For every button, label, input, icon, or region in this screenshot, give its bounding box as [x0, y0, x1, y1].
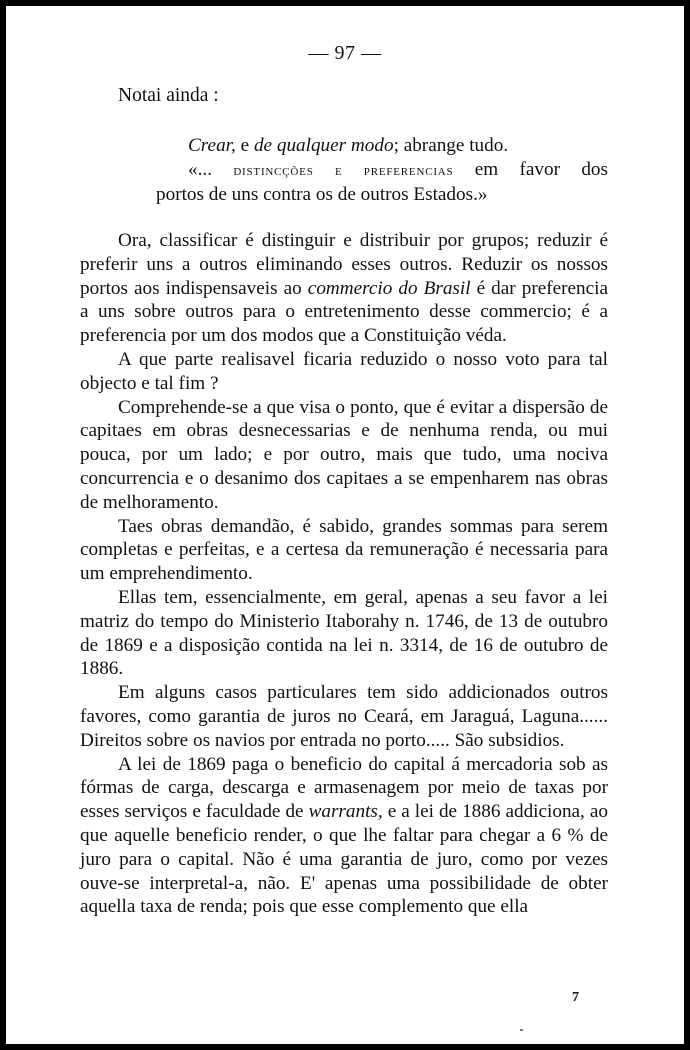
paragraph-2: A que parte realisavel ficaria reduzido o nosso voto para tal objecto e tal fim ? — [80, 348, 608, 394]
paragraph-3: Comprehende-se a que visa o ponto, que é evitar a dispersão de capitaes em obras desnecessarias e de nenhuma renda, ou mui pouca, por um lado; e por outro, mais que tudo, uma nociva concurrencia e o desanimo dos capitaes a se empenharem nas obras de melhoramento. — [80, 396, 608, 513]
print-speck — [520, 1029, 523, 1031]
signature-mark: 7 — [572, 990, 579, 1005]
quote-open: «... — [188, 158, 234, 180]
book-page — [6, 6, 684, 1044]
paragraph-7-a: A lei de 1869 paga o beneficio do capital á mercadoria sob as fórmas de carga, descarga e armasenagem por meio de taxas por esses serviços e faculdade de — [80, 753, 608, 823]
quotation-block — [156, 134, 608, 206]
quote-plain-e: e — [235, 135, 254, 156]
body-text — [80, 229, 608, 919]
quote-line-1 — [156, 134, 608, 158]
paragraph-7 — [80, 753, 608, 920]
quote-italic-crear: Crear, — [188, 135, 236, 156]
paragraph-1 — [80, 229, 608, 348]
paragraph-7-italic: warrants, — [308, 801, 383, 823]
quote-smallcaps: distincções e preferencias — [233, 161, 454, 179]
quote-tail: em favor dos — [453, 158, 608, 180]
paragraph-1-b: é dar preferencia a uns sobre outros para o entretenimento desse commercio; é a preferencia por um dos modos que a Constituição véda. — [80, 277, 608, 347]
intro-line: Notai ainda : — [118, 85, 219, 106]
paragraph-4: Taes obras demandão, é sabido, grandes sommas para serem completas e perfeitas, e a certesa da remuneração é necessaria para um emprehendimento. — [80, 515, 608, 585]
quote-italic-modo: de qualquer modo — [253, 135, 394, 156]
paragraph-7-b: e a lei de 1886 addiciona, ao que aquelle beneficio render, o que lhe faltar para chegar a 6 % de juro para o capital. Não é uma garantia de juro, como por vezes ouve-se interpretal-a, não. E' apenas uma possibilidade de obter aquella taxa de renda; pois que esse complemento que ella — [80, 801, 608, 918]
paragraph-1-a: Ora, classificar é distinguir e distribuir por grupos; reduzir é preferir uns a outros eliminando esses outros. Reduzir os nossos portos aos indispensaveis ao — [80, 230, 608, 299]
quote-line-2 — [156, 158, 608, 183]
quote-plain-abrange: ; abrange tudo. — [393, 135, 509, 156]
page-number: — 97 — — [308, 42, 382, 64]
paragraph-1-italic: commercio do Brasil — [307, 277, 471, 299]
quote-line-3: portos de uns contra os de outros Estados.» — [156, 183, 488, 205]
paragraph-6: Em alguns casos particulares tem sido addicionados outros favores, como garantia de juros no Ceará, em Jaraguá, Laguna...... Direitos sobre os navios por entrada no porto..... São subsidios. — [80, 682, 608, 751]
paragraph-5: Ellas tem, essencialmente, em geral, apenas a seu favor a lei matriz do tempo do Ministerio Itaborahy n. 1746, de 13 de outubro de 1869 e a disposição contida na lei n. 3314, de 16 de outubro de 1886. — [80, 586, 608, 680]
